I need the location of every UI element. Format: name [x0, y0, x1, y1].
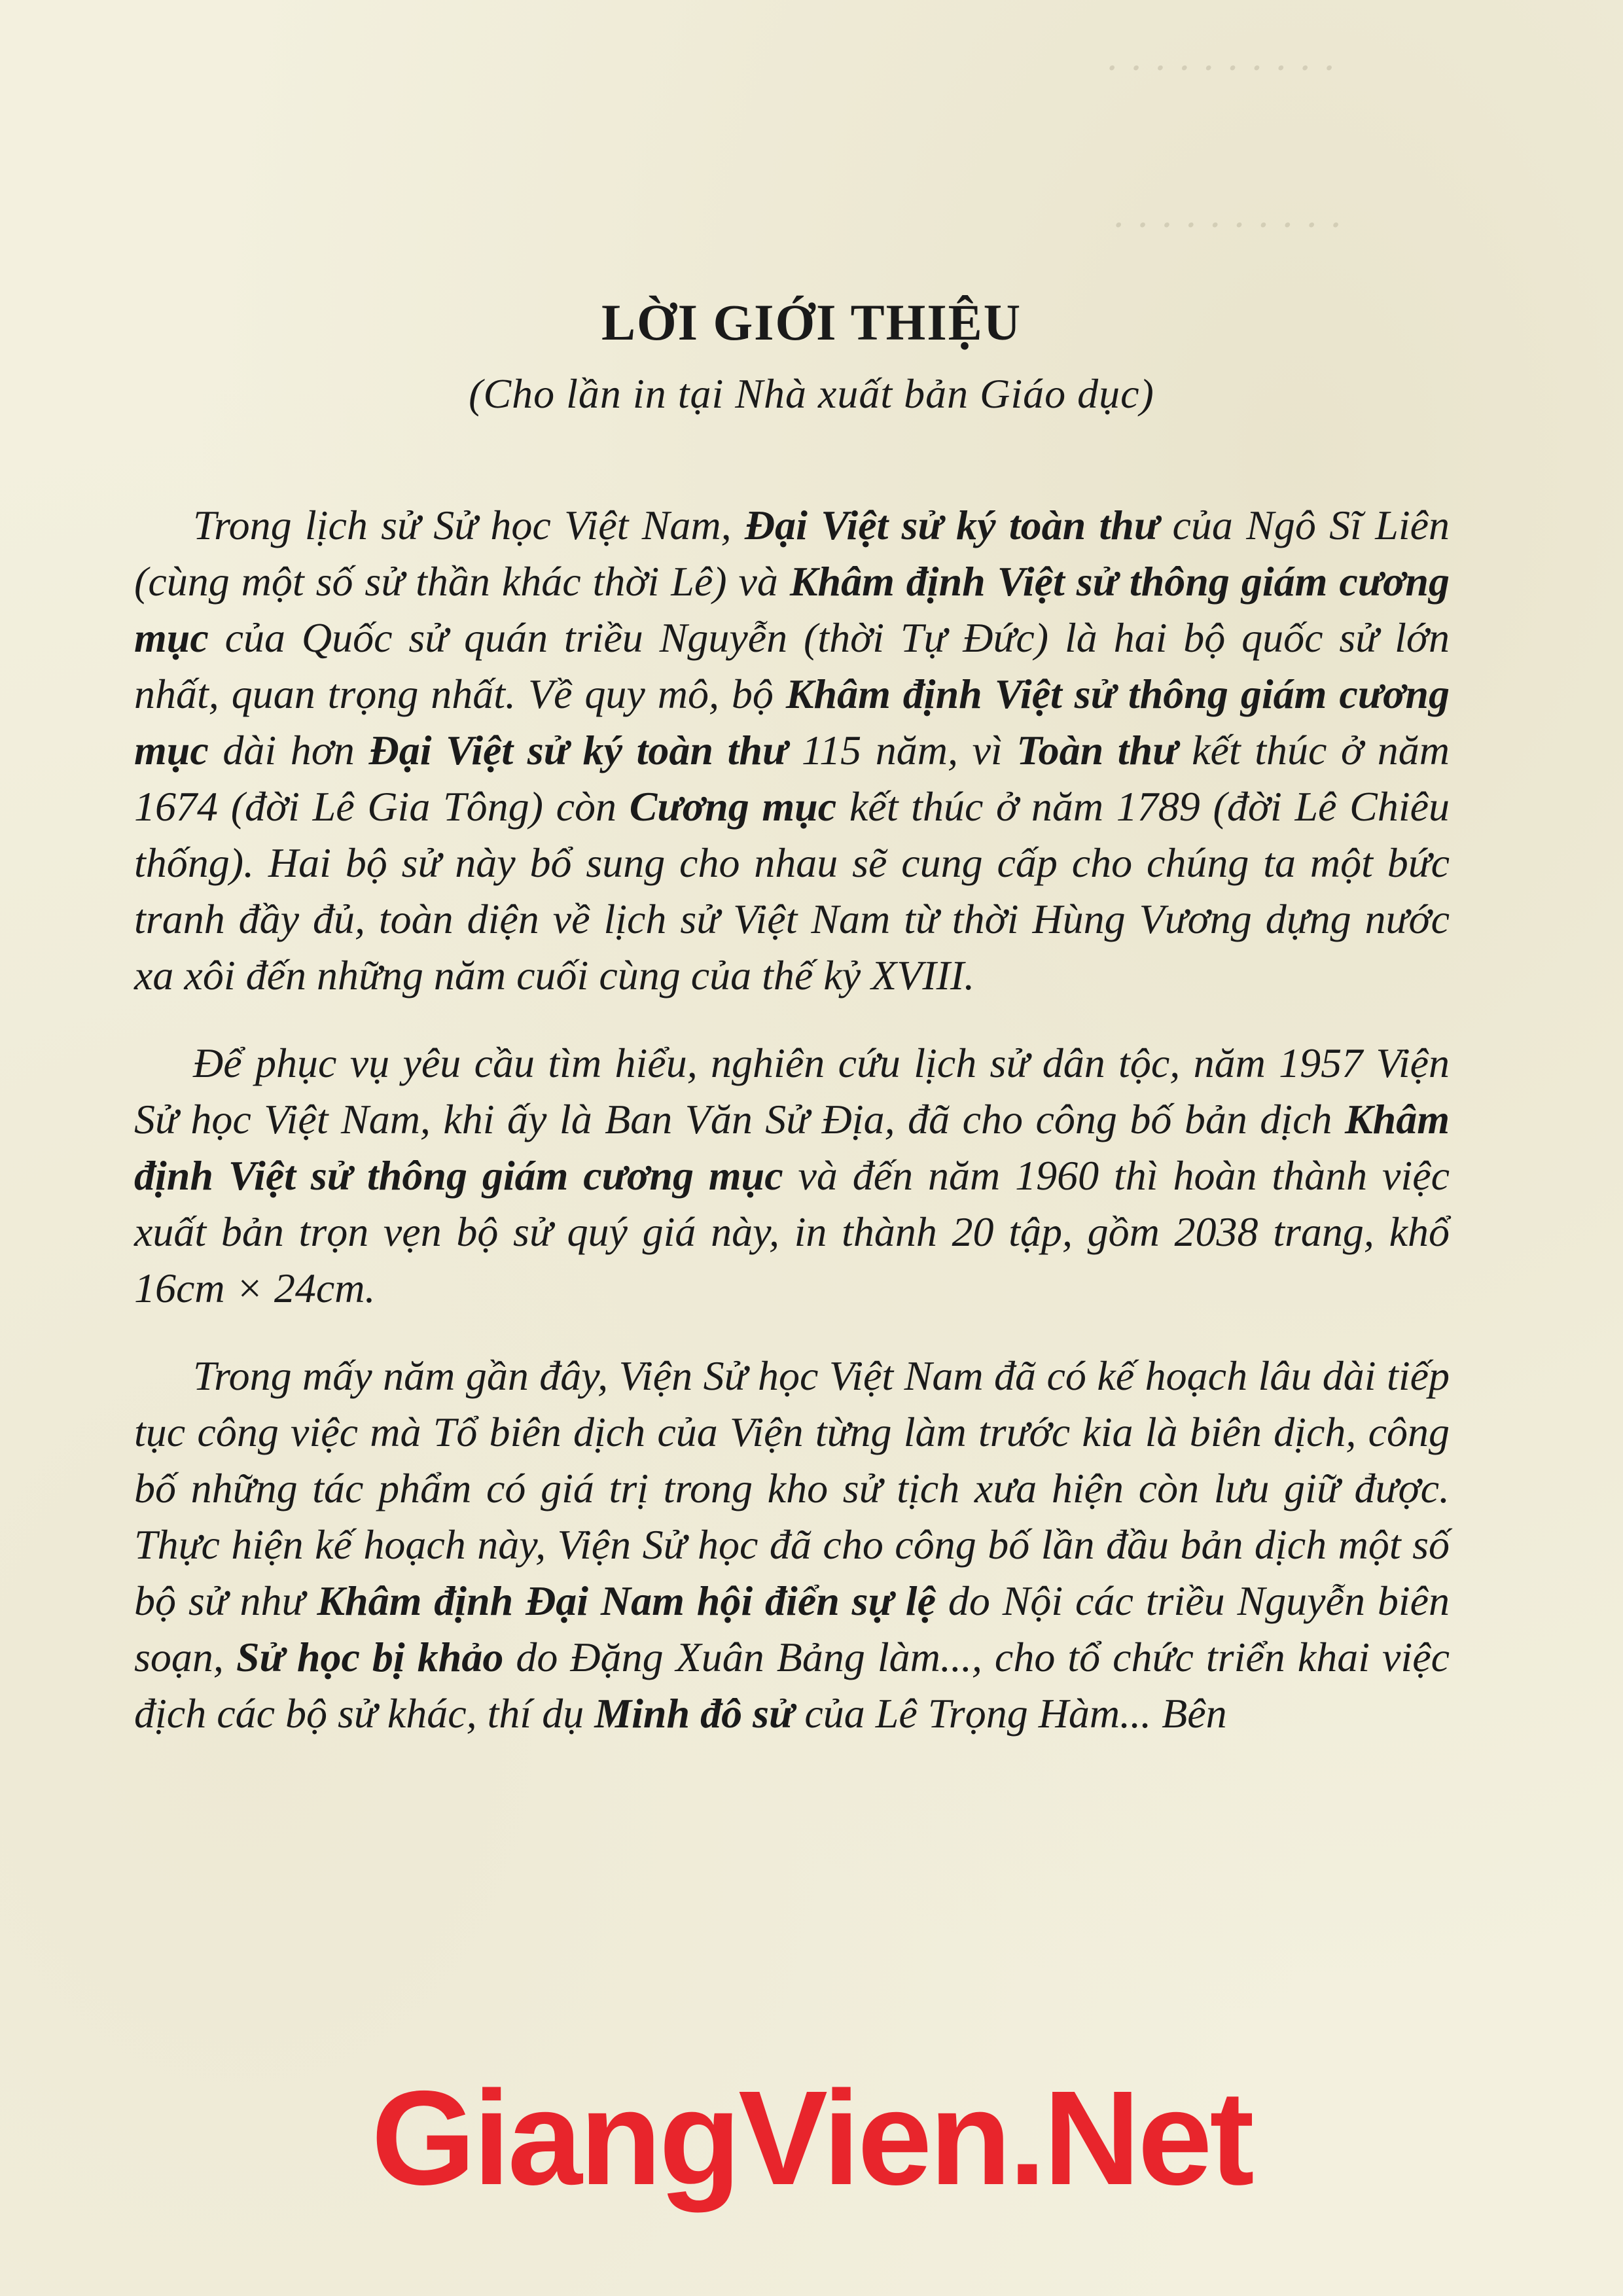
text-run: dài hơn — [208, 727, 369, 773]
text-run: kết thúc ở năm 1789 (đời Lê Chiêu thống). Hai bộ sử này bổ sung cho nhau sẽ cung cấp cho chúng ta một bức tranh đầy đủ, toàn diện về lịch sử Việt Nam từ thời Hùng Vương dựng nước xa xôi đến những năm cuối cùng của thế kỷ XVIII. — [134, 783, 1450, 998]
text-run: của Quốc sử quán triều Nguyễn (thời Tự Đức) là hai bộ quốc sử lớn nhất, quan trọng nhất. Về quy mô, bộ — [134, 614, 1450, 717]
text-run: Trong mấy năm gần đây, Viện Sử học Việt Nam đã có kế hoạch lâu dài tiếp tục công việc mà Tổ biên dịch của Viện từng làm trước kia là biên dịch, công bố những tác phẩm có giá trị trong kho sử tịch xưa hiện còn lưu giữ được. Thực hiện kế hoạch này, Viện Sử học đã cho công bố lần đầu bản dịch một số bộ sử như — [134, 1352, 1450, 1624]
page-subtitle: (Cho lần in tại Nhà xuất bản Giáo dục) — [469, 370, 1154, 417]
bold-title-run: Sử học bị khảo — [236, 1634, 504, 1680]
bold-title-run: Đại Việt sử ký toàn thư — [744, 502, 1160, 548]
bold-title-run: Đại Việt sử ký toàn thư — [368, 727, 788, 773]
paragraph-1 — [134, 497, 1450, 1004]
page-title: LỜI GIỚI THIỆU — [601, 294, 1022, 351]
text-run: kết thúc ở năm 1674 (đời Lê Gia Tông) còn — [134, 727, 1450, 830]
bold-title-run: Cương mục — [629, 783, 837, 830]
text-run: của Lê Trọng Hàm... Bên — [794, 1690, 1227, 1737]
text-run: Để phục vụ yêu cầu tìm hiểu, nghiên cứu lịch sử dân tộc, năm 1957 Viện Sử học Việt Nam, khi ấy là Ban Văn Sử Địa, đã cho công bố bản dịch — [134, 1040, 1450, 1142]
bold-title-run: Khâm định Việt sử thông giám cương mục — [134, 1096, 1450, 1199]
bold-title-run: Khâm định Việt sử thông giám cương mục — [134, 558, 1450, 661]
bold-title-run: Khâm định Đại Nam hội điển sự lệ — [317, 1578, 936, 1624]
bold-title-run: Toàn thư — [1016, 727, 1178, 773]
bold-title-run: Minh đô sử — [594, 1690, 794, 1737]
text-run: và đến năm 1960 thì hoàn thành việc xuất bản trọn vẹn bộ sử quý giá này, in thành 20 tập, gồm 2038 trang, khổ 16cm × 24cm. — [134, 1152, 1450, 1311]
text-run: Trong lịch sử Sử học Việt Nam, — [193, 502, 745, 548]
text-run: do Đặng Xuân Bảng làm..., cho tổ chức triển khai việc địch các bộ sử khác, thí dụ — [134, 1634, 1450, 1737]
bleed-through-text: · · · · · · · · · · — [1106, 46, 1336, 90]
text-run: của Ngô Sĩ Liên (cùng một số sử thần khác thời Lê) và — [134, 502, 1450, 605]
watermark-logo: GiangVien.Net — [371, 2063, 1252, 2213]
body-text — [134, 497, 1450, 1773]
paragraph-3 — [134, 1348, 1450, 1742]
bold-title-run: Khâm định Việt sử thông giám cương mục — [134, 671, 1450, 773]
paragraph-2 — [134, 1035, 1450, 1316]
text-run: do Nội các triều Nguyễn biên soạn, — [134, 1578, 1450, 1680]
text-run: 115 năm, vì — [787, 727, 1017, 773]
bleed-through-text: · · · · · · · · · · — [1113, 203, 1342, 247]
